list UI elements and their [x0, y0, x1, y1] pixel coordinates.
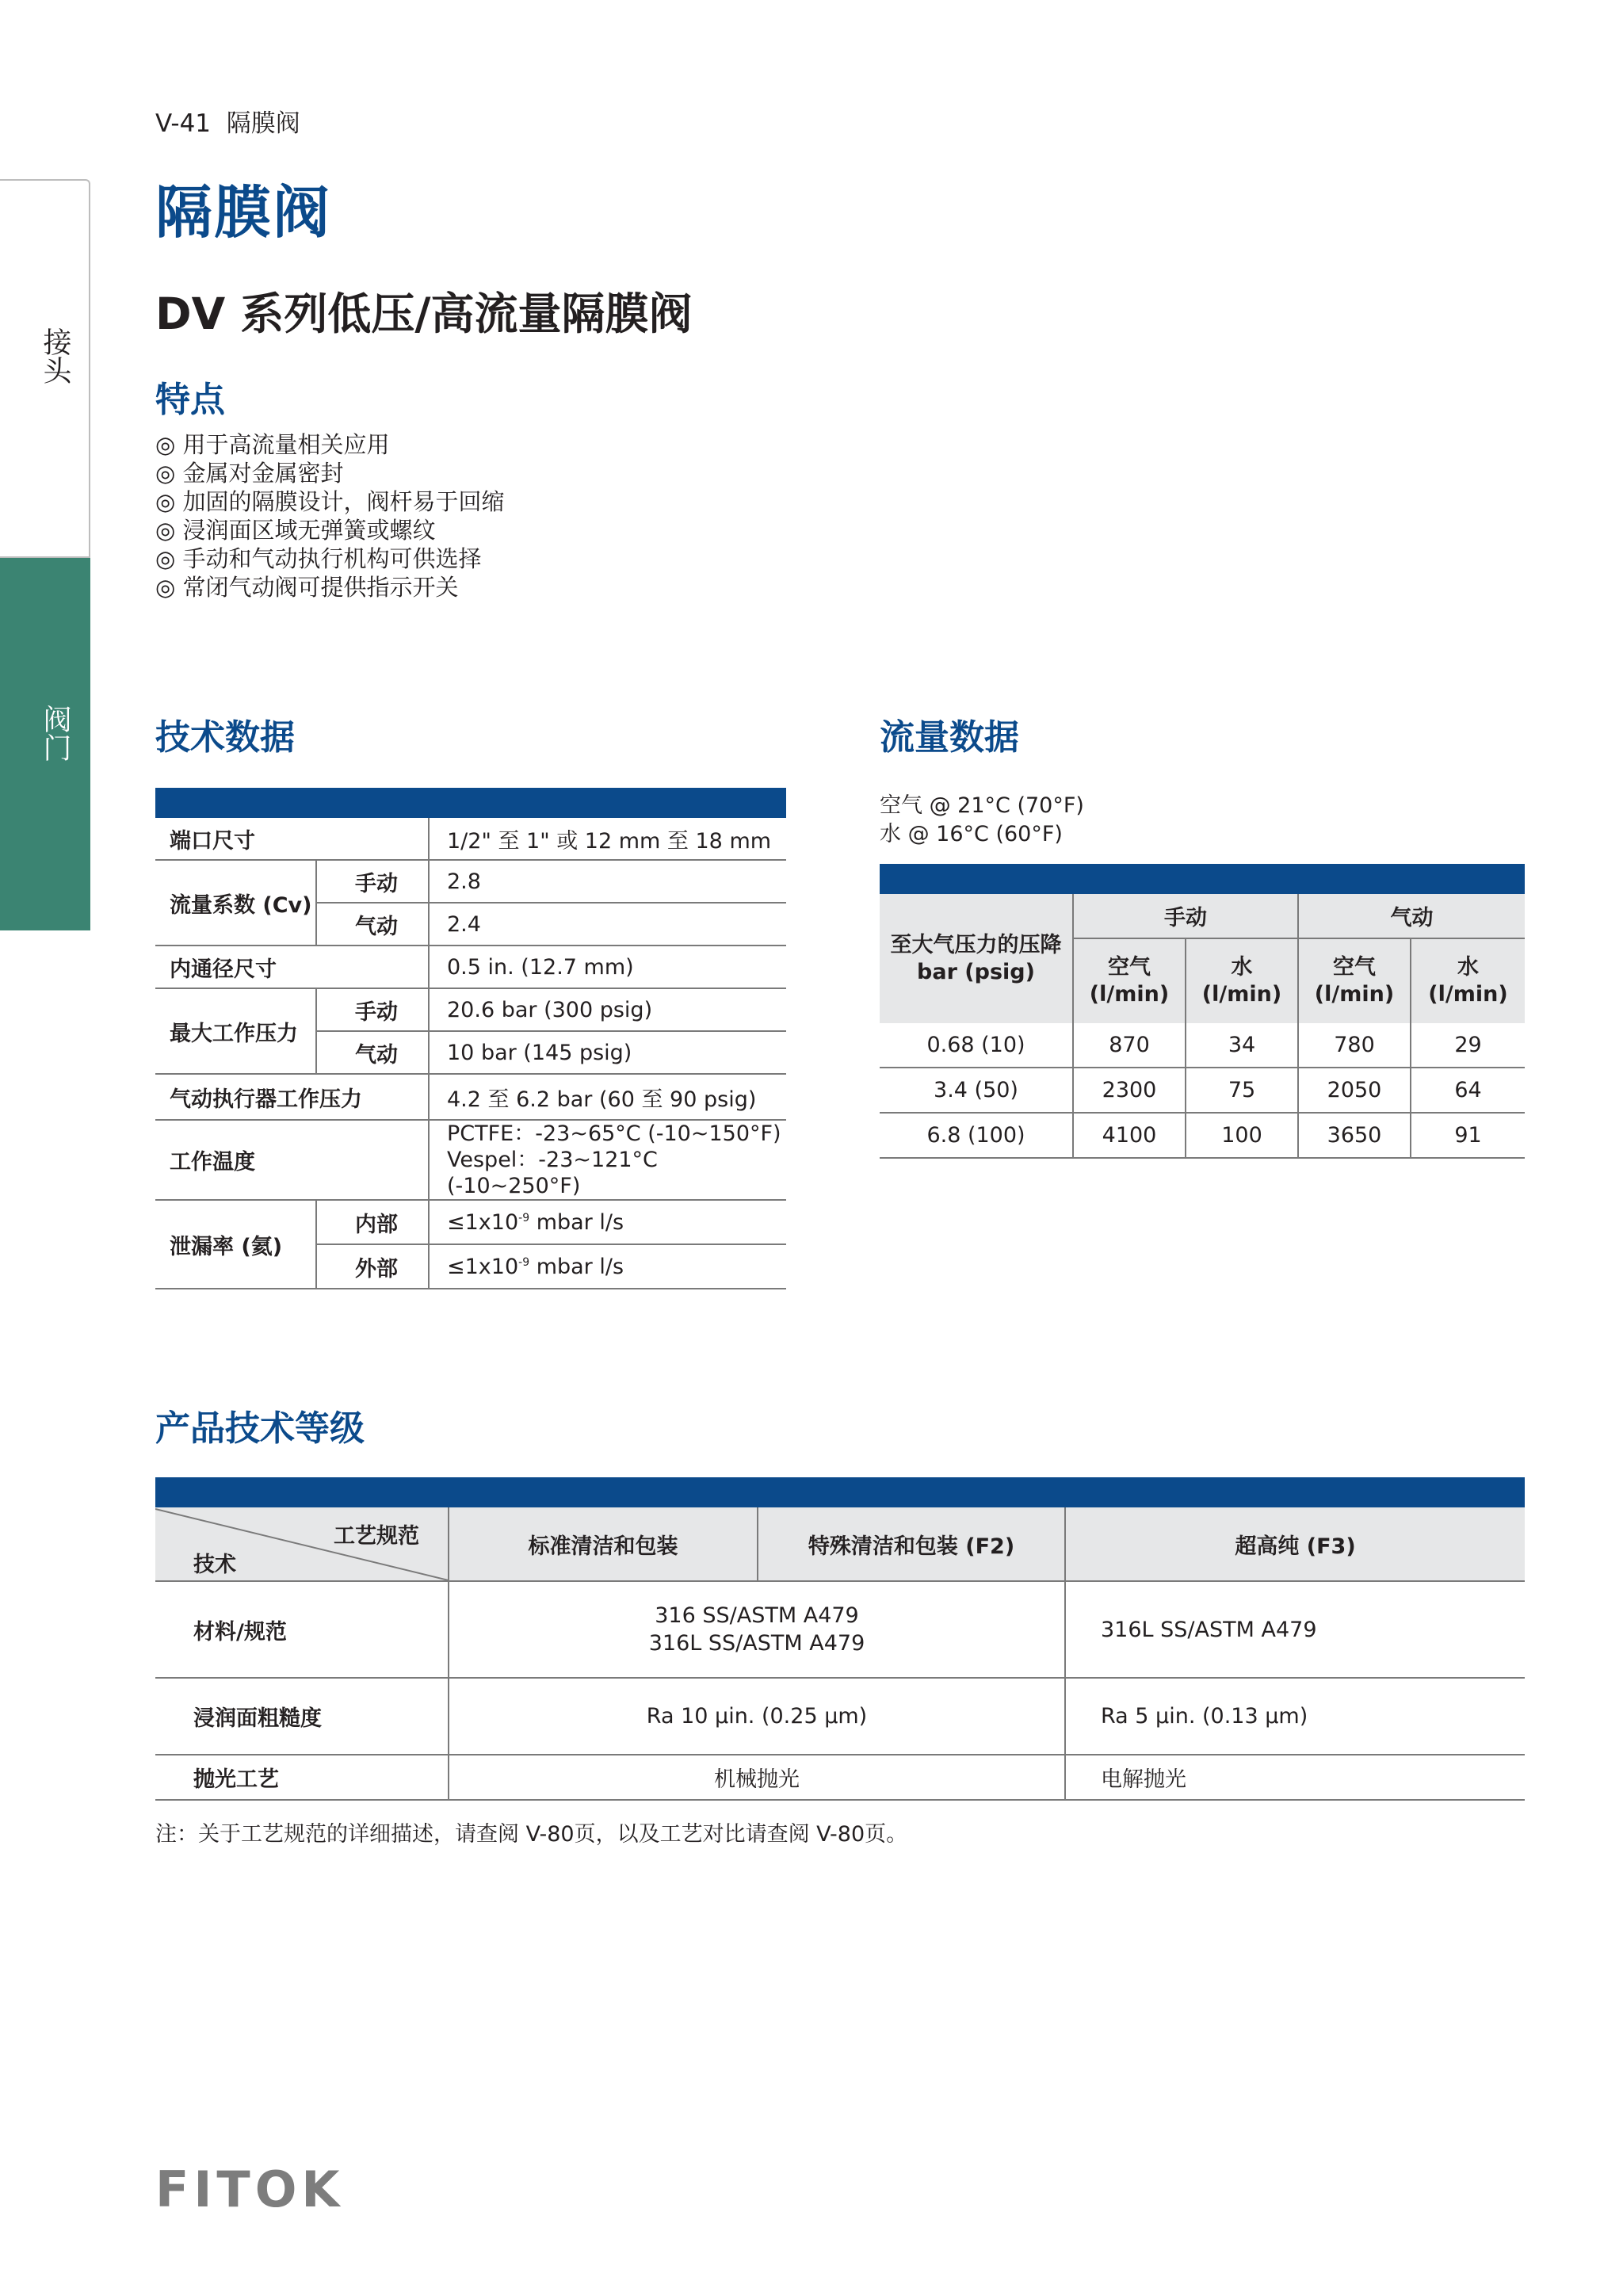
table-row: 最大工作压力 手动 20.6 bar (300 psig): [155, 988, 786, 1031]
table-row: 浸润面粗糙度 Ra 10 µin. (0.25 µm) Ra 5 µin. (0.13 µm): [155, 1678, 1525, 1755]
list-item: ◎ 加固的隔膜设计，阀杆易于回缩: [155, 488, 505, 515]
list-item: ◎ 金属对金属密封: [155, 460, 344, 487]
flow-heading: 流量数据: [880, 717, 1019, 758]
table-row: 流量系数 (Cv) 手动 2.8: [155, 860, 786, 903]
table-row: 端口尺寸 1/2" 至 1" 或 12 mm 至 18 mm: [155, 818, 786, 860]
table-header-row: 工艺规范 技术 标准清洁和包装 特殊清洁和包装 (F2) 超高纯 (F3): [155, 1507, 1525, 1581]
table-row: 抛光工艺 机械抛光 电解抛光: [155, 1755, 1525, 1800]
grade-note: 注：关于工艺规范的详细描述，请查阅 V-80页，以及工艺对比请查阅 V-80页。: [155, 1822, 908, 1847]
table-row: 内通径尺寸 0.5 in. (12.7 mm): [155, 946, 786, 988]
list-item: ◎ 用于高流量相关应用: [155, 431, 390, 458]
table-bar: [880, 864, 1525, 894]
table-row: 0.68 (10) 870 34 780 29: [880, 1023, 1525, 1068]
bullet-icon: ◎: [155, 431, 176, 458]
side-tab-fittings[interactable]: [0, 179, 90, 558]
tech-table: [155, 788, 786, 1289]
list-item: ◎ 常闭气动阀可提供指示开关: [155, 574, 459, 601]
table-row: 3.4 (50) 2300 75 2050 64: [880, 1068, 1525, 1113]
flow-table: [880, 864, 1525, 1159]
side-tab-valves[interactable]: [0, 558, 90, 930]
bullet-icon: ◎: [155, 545, 176, 572]
features-heading: 特点: [155, 380, 225, 420]
series-title: DV 系列低压/高流量隔膜阀: [155, 288, 693, 339]
flow-conditions: 空气 @ 21°C (70°F) 水 @ 16°C (60°F): [880, 793, 1084, 846]
list-item: ◎ 浸润面区域无弹簧或螺纹: [155, 517, 436, 544]
table-row: 气动 10 bar (145 psig): [155, 1031, 786, 1074]
bullet-icon: ◎: [155, 517, 176, 544]
table-row: 外部 $\le 1x10^{-9}$ mbar l/s: [155, 1244, 786, 1289]
page-code: V-41: [155, 109, 212, 138]
page-name: 隔膜阀: [226, 109, 300, 138]
table-row: 工作温度 PCTFE：-23~65°C (-10~150°F) Vespel：-23~121°C (-10~250°F): [155, 1120, 786, 1200]
table-header-row: 至大气压力的压降 bar (psig) 手动 气动: [880, 894, 1525, 938]
bullet-icon: ◎: [155, 488, 176, 515]
side-tab-fittings-label: 接头: [39, 327, 71, 384]
grade-heading: 产品技术等级: [155, 1408, 365, 1449]
bullet-icon: ◎: [155, 574, 176, 601]
table-bar: [155, 788, 786, 818]
brand-logo: FITOK: [155, 2160, 345, 2218]
table-row: 气动执行器工作压力 4.2 至 6.2 bar (60 至 90 psig): [155, 1074, 786, 1120]
table-header-row: 空气 (l/min) 水 (l/min) 空气 (l/min) 水 (l/min): [880, 938, 1525, 1023]
table-row: 6.8 (100) 4100 100 3650 91: [880, 1113, 1525, 1158]
features-list: [155, 430, 505, 602]
table-row: 泄漏率 (氦) 内部 $\le 1x10^{-9}$ mbar l/s: [155, 1200, 786, 1244]
tech-heading: 技术数据: [155, 717, 295, 758]
side-tab-valves-label: 阀门: [39, 705, 71, 762]
page-header: [155, 103, 300, 139]
page-title: 隔膜阀: [155, 179, 332, 246]
list-item: ◎ 手动和气动执行机构可供选择: [155, 545, 482, 572]
table-bar: [155, 1477, 1525, 1507]
bullet-icon: ◎: [155, 460, 176, 487]
table-row: 材料/规范 316 SS/ASTM A479 316L SS/ASTM A479 316L SS/ASTM A479: [155, 1581, 1525, 1678]
table-row: 气动 2.4: [155, 903, 786, 946]
grade-table: [155, 1477, 1525, 1801]
